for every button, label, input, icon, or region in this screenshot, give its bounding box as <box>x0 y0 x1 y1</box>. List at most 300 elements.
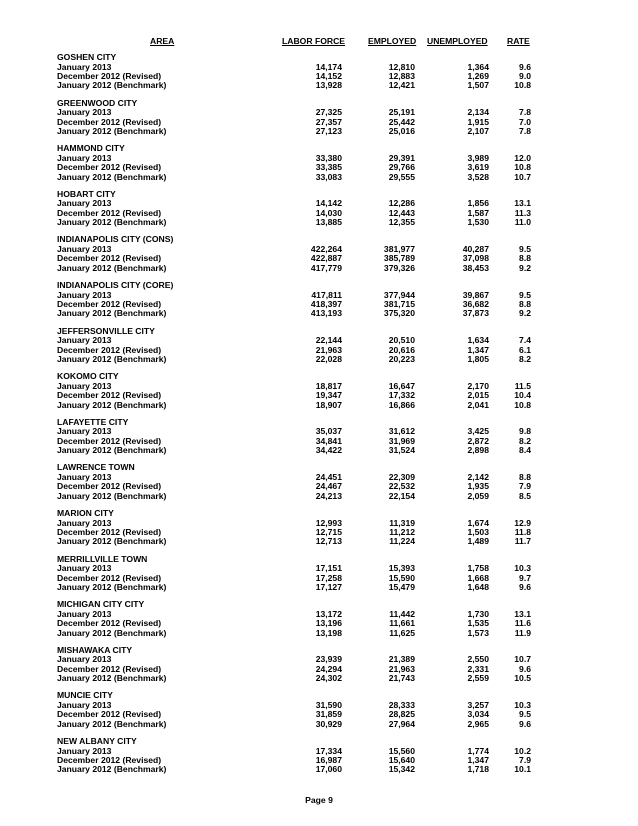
period-label: January 2012 (Benchmark) <box>57 80 167 91</box>
period-label: January 2012 (Benchmark) <box>57 353 167 364</box>
labor-force-value: 33,083 <box>315 171 342 182</box>
unemployed-value: 1,674 <box>467 517 489 528</box>
unemployed-value: 1,730 <box>467 608 489 619</box>
employed-value: 12,883 <box>388 71 415 81</box>
labor-force-value: 31,859 <box>315 709 342 720</box>
rate-value: 8.2 <box>519 435 531 446</box>
table-row <box>0 335 638 344</box>
employed-value: 31,612 <box>388 426 415 437</box>
city-name: KOKOMO CITY <box>57 371 119 382</box>
unemployed-value: 2,898 <box>467 445 489 456</box>
labor-force-value: 18,817 <box>315 380 342 391</box>
labor-force-value: 14,142 <box>315 198 342 209</box>
city-block <box>0 508 638 554</box>
labor-force-value: 24,451 <box>315 471 342 482</box>
rate-value: 13.1 <box>514 198 531 209</box>
table-row <box>0 126 638 135</box>
unemployed-value: 2,170 <box>467 380 489 391</box>
rate-value: 9.5 <box>519 243 531 254</box>
unemployed-value: 3,989 <box>467 152 489 163</box>
labor-force-value: 14,174 <box>315 61 342 72</box>
rate-value: 10.1 <box>514 764 531 775</box>
rate-value: 8.8 <box>519 471 531 482</box>
unemployed-header: UNEMPLOYED <box>427 36 488 46</box>
period-label: December 2012 (Revised) <box>57 572 162 583</box>
employed-value: 29,555 <box>388 171 415 182</box>
table-row <box>0 582 638 591</box>
labor-force-value: 17,151 <box>315 563 342 574</box>
labor-force-value: 422,887 <box>310 253 342 264</box>
employed-value: 25,442 <box>388 116 415 127</box>
period-label: December 2012 (Revised) <box>57 709 162 720</box>
employed-value: 20,223 <box>388 353 415 364</box>
rate-value: 10.8 <box>514 80 531 91</box>
employed-value: 29,391 <box>388 152 415 163</box>
employed-value: 25,191 <box>388 107 415 118</box>
rate-value: 8.8 <box>519 253 531 264</box>
employed-value: 31,524 <box>388 445 415 456</box>
labor-force-value: 13,885 <box>315 217 342 228</box>
period-label: January 2013 <box>57 107 112 118</box>
city-name: GREENWOOD CITY <box>57 97 138 108</box>
table-row <box>0 481 638 490</box>
employed-value: 21,389 <box>388 654 415 665</box>
rate-value: 10.7 <box>514 654 531 665</box>
table-row <box>0 299 638 308</box>
unemployed-value: 1,573 <box>467 627 489 638</box>
unemployed-value: 39,867 <box>462 289 489 300</box>
table-row <box>0 618 638 627</box>
table-row <box>0 381 638 390</box>
labor-force-value: 34,422 <box>315 445 342 456</box>
unemployed-value: 1,503 <box>467 526 489 537</box>
table-row <box>0 117 638 126</box>
rate-value: 8.4 <box>519 445 531 456</box>
city-name: HAMMOND CITY <box>57 143 125 154</box>
table-row <box>0 71 638 80</box>
table-row <box>0 700 638 709</box>
unemployed-value: 38,453 <box>462 262 489 273</box>
period-label: January 2012 (Benchmark) <box>57 490 167 501</box>
period-label: January 2012 (Benchmark) <box>57 125 167 136</box>
period-label: January 2013 <box>57 471 112 482</box>
table-row <box>0 253 638 262</box>
rate-value: 9.0 <box>519 71 531 81</box>
city-name: NEW ALBANY CITY <box>57 735 137 746</box>
table-row <box>0 764 638 773</box>
table-row <box>0 244 638 253</box>
labor-force-value: 413,193 <box>310 308 342 319</box>
labor-force-value: 24,294 <box>315 663 342 674</box>
city-block <box>0 189 638 235</box>
rate-value: 9.6 <box>519 581 531 592</box>
table-row <box>0 654 638 663</box>
period-label: January 2012 (Benchmark) <box>57 262 167 273</box>
column-header-row <box>0 36 638 50</box>
table-row <box>0 755 638 764</box>
employed-value: 11,212 <box>389 526 415 537</box>
labor-force-value: 27,357 <box>315 116 342 127</box>
unemployed-value: 3,425 <box>467 426 489 437</box>
period-label: January 2012 (Benchmark) <box>57 718 167 729</box>
rate-value: 11.6 <box>514 618 531 629</box>
labor-force-value: 34,841 <box>315 435 342 446</box>
unemployed-value: 1,856 <box>467 198 489 209</box>
table-row <box>0 107 638 116</box>
rate-value: 11.7 <box>514 536 531 547</box>
rate-value: 9.2 <box>519 262 531 273</box>
period-label: January 2013 <box>57 654 112 665</box>
period-label: January 2012 (Benchmark) <box>57 764 167 775</box>
rate-value: 12.0 <box>514 152 531 163</box>
labor-force-value: 13,198 <box>315 627 342 638</box>
employed-value: 12,421 <box>388 80 415 91</box>
employed-value: 12,355 <box>388 217 415 228</box>
rate-value: 10.3 <box>514 563 531 574</box>
unemployed-value: 2,015 <box>467 390 489 401</box>
rate-value: 11.8 <box>514 526 531 537</box>
city-block <box>0 736 638 782</box>
city-name: MERRILLVILLE TOWN <box>57 553 148 564</box>
table-row <box>0 263 638 272</box>
period-label: December 2012 (Revised) <box>57 526 162 537</box>
table-row <box>0 354 638 363</box>
employed-value: 20,616 <box>388 344 415 355</box>
unemployed-value: 2,550 <box>467 654 489 665</box>
table-row <box>0 527 638 536</box>
employed-value: 28,825 <box>388 709 415 720</box>
rate-value: 10.5 <box>514 673 531 684</box>
employed-value: 31,969 <box>388 435 415 446</box>
employed-value: 379,326 <box>383 262 415 273</box>
labor-force-value: 17,258 <box>315 572 342 583</box>
rate-value: 8.5 <box>519 490 531 501</box>
labor-force-value: 14,030 <box>315 207 342 218</box>
labor-force-value: 27,123 <box>315 125 342 136</box>
employed-value: 22,309 <box>388 471 415 482</box>
labor-force-value: 17,060 <box>315 764 342 775</box>
city-block <box>0 645 638 691</box>
employed-value: 22,154 <box>388 490 415 501</box>
rate-value: 7.9 <box>519 754 531 765</box>
labor-force-value: 22,028 <box>315 353 342 364</box>
table-row <box>0 709 638 718</box>
labor-force-value: 18,907 <box>315 399 342 410</box>
labor-force-value: 21,963 <box>315 344 342 355</box>
period-label: January 2013 <box>57 152 112 163</box>
employed-value: 27,964 <box>388 718 415 729</box>
unemployed-value: 1,364 <box>467 61 489 72</box>
period-label: January 2012 (Benchmark) <box>57 171 167 182</box>
rate-value: 9.6 <box>519 718 531 729</box>
rate-value: 10.4 <box>514 390 531 401</box>
table-row <box>0 445 638 454</box>
city-block <box>0 554 638 600</box>
rate-value: 7.0 <box>519 116 531 127</box>
rate-value: 10.2 <box>514 745 531 756</box>
rate-value: 8.2 <box>519 353 531 364</box>
unemployed-value: 2,041 <box>467 399 489 410</box>
period-label: January 2012 (Benchmark) <box>57 581 167 592</box>
labor-force-value: 418,397 <box>310 298 342 309</box>
table-row <box>0 719 638 728</box>
city-name: JEFFERSONVILLE CITY <box>57 325 155 336</box>
employed-value: 16,866 <box>388 399 415 410</box>
period-label: January 2013 <box>57 563 112 574</box>
unemployed-value: 1,587 <box>467 207 489 218</box>
period-label: December 2012 (Revised) <box>57 71 162 81</box>
city-name: HOBART CITY <box>57 188 116 199</box>
employed-value: 381,715 <box>383 298 415 309</box>
unemployed-value: 2,559 <box>467 673 489 684</box>
employed-value: 12,286 <box>388 198 415 209</box>
unemployed-value: 1,634 <box>467 335 489 346</box>
period-label: January 2013 <box>57 335 112 346</box>
unemployed-value: 1,935 <box>467 481 489 492</box>
unemployed-value: 1,774 <box>467 745 489 756</box>
city-name: MISHAWAKA CITY <box>57 644 133 655</box>
unemployed-value: 1,668 <box>467 572 489 583</box>
area-header: AREA <box>150 36 175 46</box>
period-label: January 2012 (Benchmark) <box>57 536 167 547</box>
city-block <box>0 98 638 144</box>
employed-value: 25,016 <box>388 125 415 136</box>
city-block <box>0 143 638 189</box>
labor-force-value: 31,590 <box>315 699 342 710</box>
labor-force-value: 417,811 <box>311 289 342 300</box>
table-row <box>0 198 638 207</box>
unemployed-value: 40,287 <box>462 243 489 254</box>
period-label: January 2013 <box>57 380 112 391</box>
employed-value: 385,789 <box>383 253 415 264</box>
employed-value: 11,661 <box>389 618 415 629</box>
labor-force-value: 30,929 <box>315 718 342 729</box>
employed-value: 16,647 <box>388 380 415 391</box>
labor-force-value: 422,264 <box>310 243 342 254</box>
table-row <box>0 208 638 217</box>
table-row <box>0 426 638 435</box>
period-label: January 2013 <box>57 517 112 528</box>
period-label: December 2012 (Revised) <box>57 663 162 674</box>
period-label: January 2012 (Benchmark) <box>57 399 167 410</box>
table-row <box>0 491 638 500</box>
employed-value: 21,743 <box>388 673 415 684</box>
city-block <box>0 599 638 645</box>
labor-force-value: 35,037 <box>315 426 342 437</box>
period-label: December 2012 (Revised) <box>57 481 162 492</box>
unemployed-value: 37,098 <box>462 253 489 264</box>
table-row <box>0 628 638 637</box>
table-row <box>0 80 638 89</box>
unemployed-value: 2,059 <box>467 490 489 501</box>
table-row <box>0 518 638 527</box>
table-row <box>0 472 638 481</box>
labor-force-value: 417,779 <box>310 262 342 273</box>
rate-value: 9.6 <box>519 663 531 674</box>
employed-value: 15,560 <box>388 745 415 756</box>
unemployed-value: 1,489 <box>467 536 489 547</box>
unemployed-value: 3,619 <box>467 162 489 173</box>
period-label: January 2013 <box>57 608 112 619</box>
city-block <box>0 280 638 326</box>
labor-force-value: 17,334 <box>315 745 342 756</box>
table-row <box>0 609 638 618</box>
city-block <box>0 462 638 508</box>
labor-force-value: 12,713 <box>315 536 342 547</box>
table-row <box>0 664 638 673</box>
rate-value: 9.6 <box>519 61 531 72</box>
period-label: December 2012 (Revised) <box>57 116 162 127</box>
unemployed-value: 36,682 <box>462 298 489 309</box>
rate-value: 9.2 <box>519 308 531 319</box>
table-row <box>0 162 638 171</box>
rate-value: 9.5 <box>519 289 531 300</box>
city-name: GOSHEN CITY <box>57 52 117 62</box>
city-name: MARION CITY <box>57 507 114 518</box>
period-label: December 2012 (Revised) <box>57 435 162 446</box>
unemployed-value: 1,347 <box>467 754 489 765</box>
table-row <box>0 573 638 582</box>
labor-force-value: 16,987 <box>315 754 342 765</box>
period-label: December 2012 (Revised) <box>57 344 162 355</box>
rate-value: 11.3 <box>514 207 531 218</box>
employed-value: 12,443 <box>388 207 415 218</box>
unemployed-value: 2,134 <box>467 107 489 118</box>
period-label: January 2012 (Benchmark) <box>57 308 167 319</box>
labor-table <box>0 52 638 782</box>
period-label: January 2012 (Benchmark) <box>57 627 167 638</box>
rate-value: 11.9 <box>514 627 531 638</box>
labor-force-value: 14,152 <box>315 71 342 81</box>
city-name: MUNCIE CITY <box>57 690 113 701</box>
employed-value: 15,590 <box>388 572 415 583</box>
employed-value: 17,332 <box>388 390 415 401</box>
rate-value: 7.8 <box>519 107 531 118</box>
period-label: January 2013 <box>57 243 112 254</box>
unemployed-value: 1,269 <box>467 71 489 81</box>
rate-value: 7.8 <box>519 125 531 136</box>
city-block <box>0 234 638 280</box>
employed-value: 29,766 <box>388 162 415 173</box>
employed-value: 381,977 <box>383 243 415 254</box>
period-label: December 2012 (Revised) <box>57 298 162 309</box>
table-row <box>0 345 638 354</box>
labor-force-value: 33,385 <box>315 162 342 173</box>
labor-force-header: LABOR FORCE <box>282 36 346 46</box>
rate-value: 6.1 <box>519 344 531 355</box>
period-label: January 2013 <box>57 699 112 710</box>
city-name: MICHIGAN CITY CITY <box>57 599 145 610</box>
unemployed-value: 1,530 <box>467 217 489 228</box>
labor-force-value: 17,127 <box>315 581 342 592</box>
unemployed-value: 2,872 <box>467 435 489 446</box>
table-row <box>0 436 638 445</box>
unemployed-value: 37,873 <box>462 308 489 319</box>
table-row <box>0 673 638 682</box>
city-block <box>0 52 638 98</box>
table-row <box>0 563 638 572</box>
employed-value: 12,810 <box>388 61 415 72</box>
table-row <box>0 536 638 545</box>
rate-value: 11.5 <box>514 380 531 391</box>
rate-value: 9.7 <box>519 572 531 583</box>
employed-value: 377,944 <box>383 289 415 300</box>
labor-force-value: 13,928 <box>315 80 342 91</box>
labor-force-value: 33,380 <box>315 152 342 163</box>
employed-value: 11,625 <box>389 627 415 638</box>
unemployed-value: 2,965 <box>467 718 489 729</box>
period-label: December 2012 (Revised) <box>57 253 162 264</box>
unemployed-value: 3,034 <box>467 709 489 720</box>
period-label: January 2012 (Benchmark) <box>57 217 167 228</box>
period-label: December 2012 (Revised) <box>57 162 162 173</box>
employed-value: 15,479 <box>388 581 415 592</box>
period-label: December 2012 (Revised) <box>57 207 162 218</box>
unemployed-value: 3,528 <box>467 171 489 182</box>
labor-force-value: 12,715 <box>315 526 342 537</box>
employed-value: 15,342 <box>388 764 415 775</box>
employed-value: 20,510 <box>388 335 415 346</box>
city-block <box>0 326 638 372</box>
employed-value: 375,320 <box>383 308 415 319</box>
city-block <box>0 690 638 736</box>
rate-value: 10.7 <box>514 171 531 182</box>
period-label: January 2013 <box>57 426 112 437</box>
unemployed-value: 1,648 <box>467 581 489 592</box>
employed-value: 15,393 <box>388 563 415 574</box>
rate-value: 12.9 <box>514 517 531 528</box>
labor-force-value: 12,993 <box>315 517 342 528</box>
city-name: LAWRENCE TOWN <box>57 462 135 473</box>
period-label: December 2012 (Revised) <box>57 754 162 765</box>
city-block <box>0 417 638 463</box>
table-row <box>0 217 638 226</box>
employed-value: 28,333 <box>388 699 415 710</box>
unemployed-value: 1,535 <box>467 618 489 629</box>
rate-value: 10.8 <box>514 399 531 410</box>
table-row <box>0 62 638 71</box>
period-label: January 2013 <box>57 61 112 72</box>
rate-value: 10.8 <box>514 162 531 173</box>
unemployed-value: 1,758 <box>467 563 489 574</box>
unemployed-value: 1,507 <box>467 80 489 91</box>
rate-value: 9.8 <box>519 426 531 437</box>
city-name: INDIANAPOLIS CITY (CORE) <box>57 279 174 290</box>
employed-value: 15,640 <box>388 754 415 765</box>
unemployed-value: 3,257 <box>467 699 489 710</box>
labor-force-value: 22,144 <box>315 335 342 346</box>
unemployed-value: 1,347 <box>467 344 489 355</box>
table-row <box>0 172 638 181</box>
rate-value: 13.1 <box>514 608 531 619</box>
table-row <box>0 400 638 409</box>
labor-force-value: 13,172 <box>315 608 342 619</box>
labor-force-value: 13,196 <box>315 618 342 629</box>
unemployed-value: 2,107 <box>467 125 489 136</box>
employed-value: 11,442 <box>389 608 415 619</box>
labor-force-value: 24,302 <box>315 673 342 684</box>
unemployed-value: 1,915 <box>467 116 489 127</box>
labor-force-value: 24,213 <box>315 490 342 501</box>
employed-value: 22,532 <box>388 481 415 492</box>
table-row <box>0 390 638 399</box>
employed-value: 11,224 <box>389 536 415 547</box>
period-label: December 2012 (Revised) <box>57 390 162 401</box>
period-label: January 2013 <box>57 745 112 756</box>
labor-force-value: 19,347 <box>315 390 342 401</box>
table-row <box>0 290 638 299</box>
employed-value: 21,963 <box>388 663 415 674</box>
